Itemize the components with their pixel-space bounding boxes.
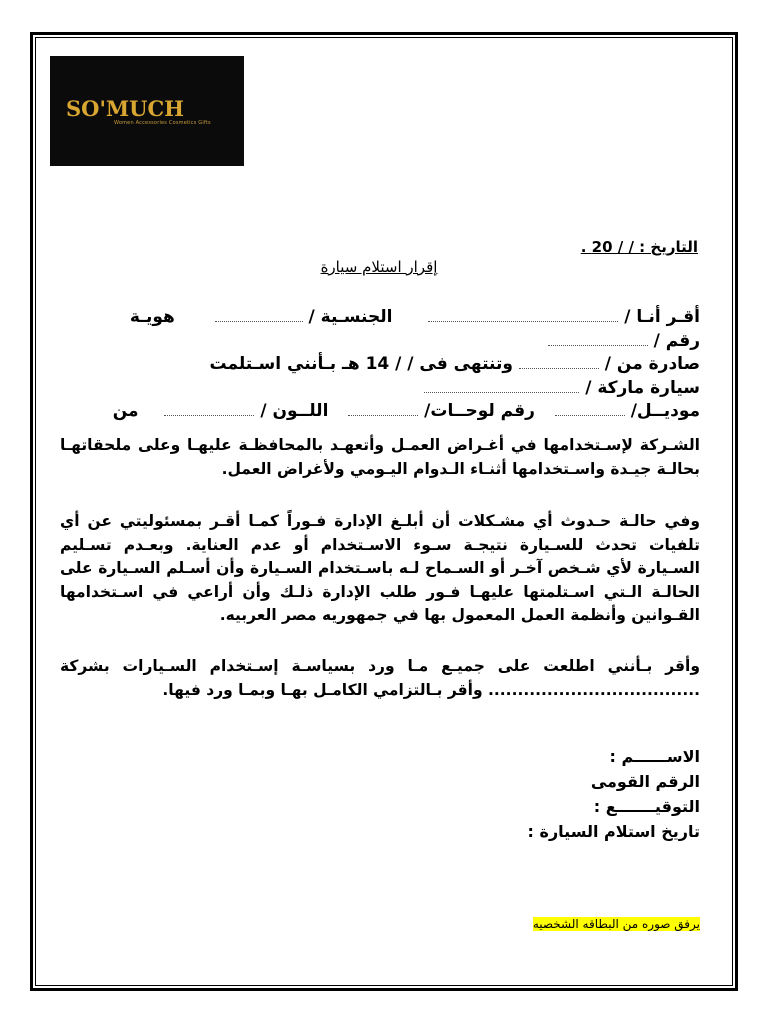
model-field[interactable] — [555, 404, 625, 416]
name-field[interactable] — [428, 310, 618, 322]
signature-national-id: الرقم القومى — [590, 772, 700, 791]
line-name-nationality — [60, 306, 700, 330]
line-model-plate-color — [60, 400, 700, 424]
plate-label: رقم لوحــات/ — [424, 401, 535, 421]
id-number-field[interactable] — [548, 334, 648, 346]
from-label: من — [112, 401, 139, 421]
line-id-number — [60, 330, 700, 354]
id-label: هويـة — [129, 307, 175, 327]
signature-receipt-date: تاريخ استلام السيارة : — [527, 822, 700, 841]
logo-tagline: Women Accessories Cosmetics Gifts — [114, 120, 211, 126]
model-label: موديــل/ — [630, 401, 700, 421]
line-issued-from — [60, 353, 700, 377]
color-field[interactable] — [164, 404, 254, 416]
plate-field[interactable] — [348, 404, 418, 416]
name-label: أقـر أنـا / — [624, 307, 700, 327]
issued-from-field[interactable] — [519, 357, 599, 369]
nationality-field[interactable] — [215, 310, 303, 322]
car-make-field[interactable] — [424, 381, 579, 393]
signature-sign: التوقيـــــــع : — [593, 797, 700, 816]
paragraph-usage: الشـركة لإسـتخدامها في أغـراض العمـل وأتعهـد بالمحافظـة عليهـا وعلى ملحقاتهـا بحالـة جيـدة واسـتخدامها أثنـاء الـدوام اليـومي ولأغراض العمل. — [60, 436, 700, 478]
id-number-label: رقم / — [653, 330, 700, 351]
line-car-make — [60, 377, 700, 401]
attachment-note: يرفق صوره من البطاقه الشخصيه — [532, 917, 700, 931]
company-logo — [50, 56, 244, 166]
expiry-text: وتنتهى فى / / 14 هـ بـأنني اسـتلمت — [209, 354, 513, 374]
logo-brand: SO'MUCH — [66, 96, 185, 121]
date-line: التاريخ : / / 20 . — [580, 238, 698, 256]
issued-from-label: صادرة من / — [604, 354, 700, 374]
nationality-label: الجنسـية / — [308, 307, 393, 327]
paragraph-policy: وأقر بـأنني اطلعت على جميـع مـا ورد بسياسـة إسـتخدام السـيارات بشركة .................................... وأقر بـالتزامي الكامـل بهـا وبمـا ورد فيها. — [60, 657, 700, 699]
signature-name: الاســــــم : — [609, 747, 700, 766]
paragraph-responsibility: وفي حالـة حـدوث أي مشـكلات أن أبلـغ الإدارة فـوراً كمـا أقـر بمسئوليتي عن أي تلفيات تحدث للسـيارة نتيجـة سـوء الاسـتخدام أو عدم العناية. وبعـدم تسـليم السـيارة لأي شـخص آخـر أو السـماح لـه باسـتخدام السـيارة وأن أسـلم السـيارة على الحالـة الـتي اسـتلمتها عليهـا فـور طلب الإدارة ذلـك وأن أراعي في اسـتخدامها القـوانين وأنظمة العمل المعمول بها في جمهوريه مصر العربيه. — [60, 512, 700, 624]
color-label: اللــون / — [260, 401, 329, 421]
document-title: إقرار استلام سيارة — [320, 258, 438, 276]
form-field-lines — [60, 306, 700, 424]
car-make-label: سيارة ماركة / — [585, 377, 700, 398]
